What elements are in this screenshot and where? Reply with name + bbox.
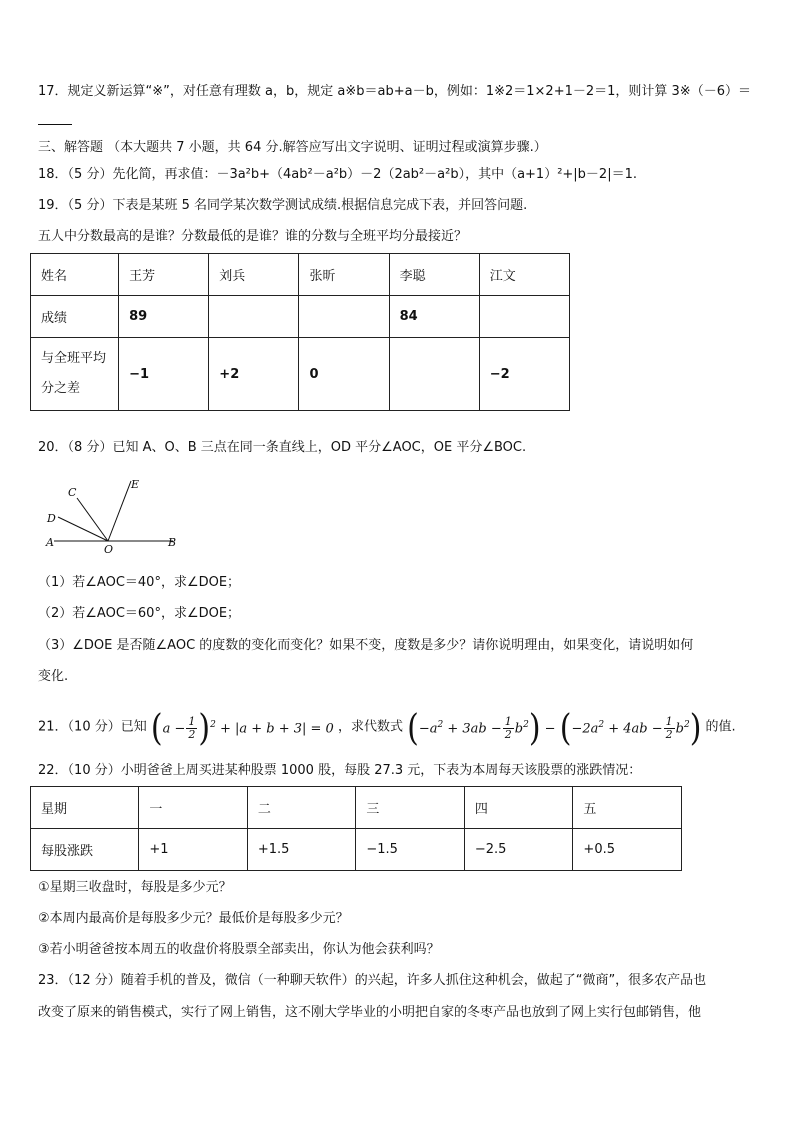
question-22-part-3: ③若小明爸爸按本周五的收盘价将股票全部卖出，你认为他会获利吗？ bbox=[38, 942, 440, 957]
question-20-part-1: （1）若∠AOC＝40°，求∠DOE； bbox=[38, 575, 241, 590]
algebraic-expression: ($-a^2 + 3ab$ − $\frac{1}{2}$ $b^2) - (-2a^2 + 4ab$ − $\frac{1}{2}$ $b^2$) bbox=[407, 707, 702, 750]
condition-expression: (a − $\frac{1}{2}$ )$^2$ + |a + b + 3| = 0 bbox=[150, 707, 334, 750]
table-cell: 二 bbox=[247, 787, 356, 829]
table-cell: 五 bbox=[573, 787, 682, 829]
table-cell: 王芳 bbox=[119, 254, 209, 296]
question-21-mid: ，求代数式 bbox=[337, 719, 403, 735]
label-c: C bbox=[68, 486, 77, 499]
table-cell: 每股涨跌 bbox=[31, 829, 139, 871]
table-cell: 84 bbox=[389, 296, 479, 338]
table-cell: 张昕 bbox=[299, 254, 389, 296]
question-20-part-3-cont: 变化. bbox=[38, 669, 69, 684]
question-20: 20．（8 分）已知 A、O、B 三点在同一条直线上，OD 平分∠AOC，OE 平分∠BOC. bbox=[38, 440, 527, 455]
question-19: 19．（5 分）下表是某班 5 名同学某次数学测试成绩.根据信息完成下表，并回答问题. bbox=[38, 198, 528, 213]
question-17: 17．规定义新运算“※”，对任意有理数 a，b，规定 a※b＝ab+a－b，例如：1※2＝1×2+1－2＝1，则计算 3※（－6）＝ bbox=[38, 84, 751, 99]
label-d: D bbox=[47, 512, 56, 525]
section-heading: 三、解答题 （本大题共 7 小题，共 64 分.解答应写出文字说明、证明过程或演算步骤.） bbox=[38, 140, 547, 155]
table-cell: −2 bbox=[479, 338, 569, 411]
label-a: A bbox=[46, 536, 54, 549]
table-cell: 李聪 bbox=[389, 254, 479, 296]
angle-figure bbox=[40, 474, 190, 556]
question-22-part-2: ②本周内最高价是每股多少元？最低价是每股多少元？ bbox=[38, 911, 349, 926]
table-cell: +1.5 bbox=[247, 829, 356, 871]
table-cell: −1 bbox=[119, 338, 209, 411]
question-18: 18．（5 分）先化简，再求值：－3a²b+（4ab²－a²b）－2（2ab²－a²b），其中（a+1）²+|b－2|＝1. bbox=[38, 167, 637, 182]
question-21-prefix: 21．（10 分）已知 bbox=[38, 719, 147, 735]
table-cell: 89 bbox=[119, 296, 209, 338]
question-22-part-1: ①星期三收盘时，每股是多少元？ bbox=[38, 880, 232, 895]
table-cell: 与全班平均分之差 bbox=[31, 338, 119, 411]
table-cell: 四 bbox=[464, 787, 573, 829]
table-cell bbox=[389, 338, 479, 411]
table-cell: +2 bbox=[209, 338, 299, 411]
table-cell: −2.5 bbox=[464, 829, 573, 871]
question-22: 22．（10 分）小明爸爸上周买进某种股票 1000 股，每股 27.3 元，下表为本周每天该股票的涨跌情况： bbox=[38, 763, 642, 778]
label-e: E bbox=[131, 478, 140, 491]
table-cell: 三 bbox=[356, 787, 465, 829]
answer-blank bbox=[38, 124, 72, 125]
table-cell bbox=[299, 296, 389, 338]
table-cell: 成绩 bbox=[31, 296, 119, 338]
table-cell: 刘兵 bbox=[209, 254, 299, 296]
label-o: O bbox=[104, 543, 114, 556]
question-19-prompt: 五人中分数最高的是谁？分数最低的是谁？谁的分数与全班平均分最接近？ bbox=[38, 229, 468, 244]
label-b: B bbox=[168, 536, 177, 549]
table-cell bbox=[209, 296, 299, 338]
table-cell: +1 bbox=[139, 829, 247, 871]
question-21-suffix: 的值. bbox=[705, 719, 736, 735]
stock-table bbox=[30, 786, 682, 871]
table-cell: 0 bbox=[299, 338, 389, 411]
table-cell bbox=[479, 296, 569, 338]
table-cell: −1.5 bbox=[356, 829, 465, 871]
table-cell: 姓名 bbox=[31, 254, 119, 296]
score-table bbox=[30, 253, 570, 411]
table-cell: 江文 bbox=[479, 254, 569, 296]
table-cell: 星期 bbox=[31, 787, 139, 829]
table-cell: 一 bbox=[139, 787, 247, 829]
question-20-part-3: （3）∠DOE 是否随∠AOC 的度数的变化而变化？如果不变，度数是多少？请你说明理由，如果变化，请说明如何 bbox=[38, 638, 694, 653]
question-21 bbox=[38, 705, 736, 750]
table-cell: +0.5 bbox=[573, 829, 682, 871]
question-23-cont: 改变了原来的销售模式，实行了网上销售，这不刚大学毕业的小明把自家的冬枣产品也放到了网上实行包邮销售，他 bbox=[38, 1005, 702, 1020]
question-23: 23．（12 分）随着手机的普及，微信（一种聊天软件）的兴起，许多人抓住这种机会，做起了“微商”，很多农产品也 bbox=[38, 973, 707, 988]
question-20-part-2: （2）若∠AOC＝60°，求∠DOE； bbox=[38, 606, 241, 621]
